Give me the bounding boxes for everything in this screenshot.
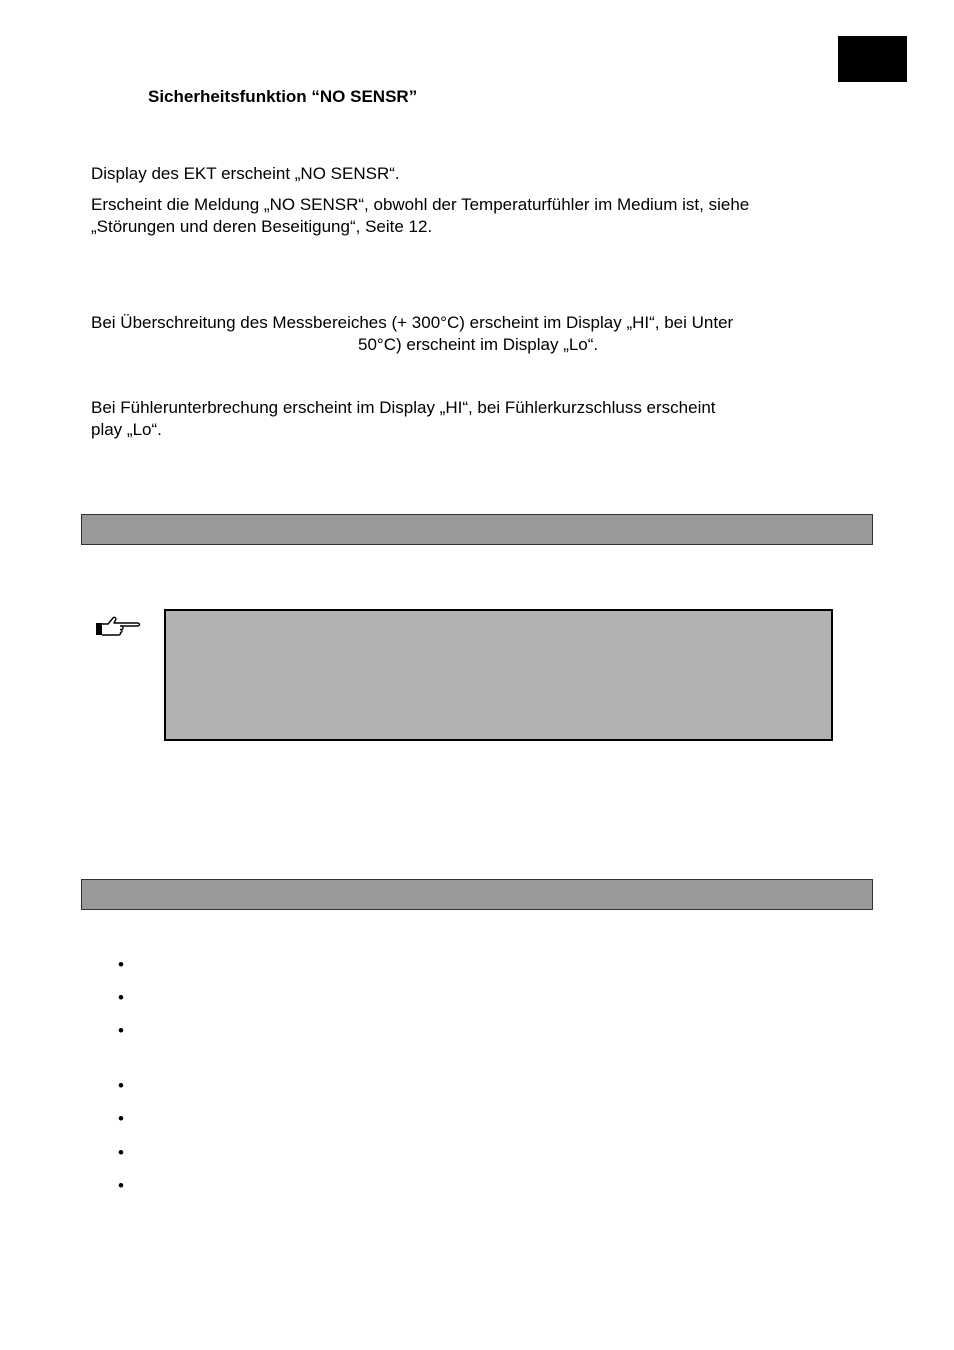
paragraph-range-line2: 50°C) erscheint im Display „Lo“.	[358, 335, 599, 354]
section-heading: Sicherheitsfunktion “NO SENSR”	[148, 87, 418, 106]
list-bullet: •	[118, 1109, 124, 1128]
paragraph-sensor-fault-line1: Bei Fühlerunterbrechung erscheint im Display „HI“, bei Fühlerkurzschluss erscheint	[91, 398, 716, 417]
paragraph-no-sensr-display: Display des EKT erscheint „NO SENSR“.	[91, 164, 400, 183]
list-bullet: •	[118, 1021, 124, 1040]
language-tab	[838, 36, 907, 82]
list-bullet: •	[118, 1076, 124, 1095]
section-bar	[81, 879, 873, 910]
paragraph-no-sensr-line1: Erscheint die Meldung „NO SENSR“, obwohl der Temperaturfühler im Medium ist, siehe	[91, 195, 750, 214]
paragraph-no-sensr-line2: „Störungen und deren Beseitigung“, Seite 12.	[91, 217, 433, 236]
list-bullet: •	[118, 1143, 124, 1162]
list-bullet: •	[118, 1176, 124, 1195]
section-bar	[81, 514, 873, 545]
paragraph-sensor-fault-line2: play „Lo“.	[91, 420, 162, 439]
pointing-hand-icon	[94, 613, 142, 641]
list-bullet: •	[118, 988, 124, 1007]
paragraph-range-line1: Bei Überschreitung des Messbereiches (+ 300°C) erscheint im Display „HI“, bei Unter	[91, 313, 734, 332]
note-box	[164, 609, 833, 741]
list-bullet: •	[118, 955, 124, 974]
